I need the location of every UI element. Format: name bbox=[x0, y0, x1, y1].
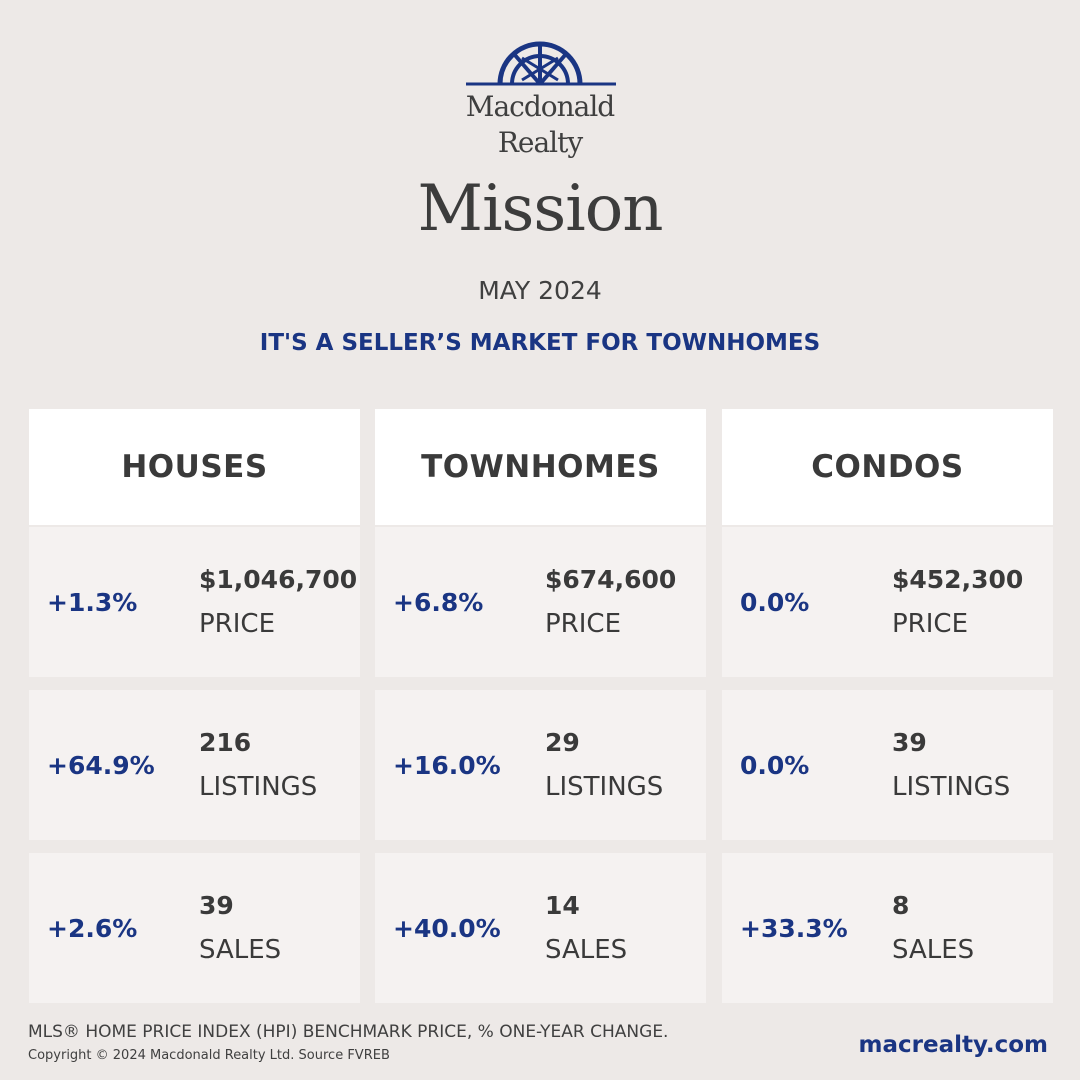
brand-name-line2: Realty bbox=[497, 126, 583, 159]
condos-header: CONDOS bbox=[722, 409, 1053, 525]
footer-note: MLS® HOME PRICE INDEX (HPI) BENCHMARK PRICE, % ONE-YEAR CHANGE. bbox=[28, 1022, 669, 1042]
condos-sales-card bbox=[722, 853, 1053, 1003]
change-percent: +6.8% bbox=[393, 587, 484, 617]
stat-value: $1,046,700 bbox=[199, 565, 358, 594]
townhomes-header: TOWNHOMES bbox=[375, 409, 706, 525]
houses-price-card bbox=[29, 527, 360, 677]
change-percent: +16.0% bbox=[393, 750, 501, 780]
stat-value: $674,600 bbox=[545, 565, 677, 594]
houses-column bbox=[29, 409, 360, 965]
sunrise-logo-icon bbox=[460, 40, 620, 90]
change-percent: +40.0% bbox=[393, 913, 501, 943]
stat-label: SALES bbox=[199, 935, 282, 965]
stat-label: PRICE bbox=[545, 609, 621, 639]
stat-label: PRICE bbox=[199, 609, 275, 639]
change-percent: +33.3% bbox=[740, 913, 848, 943]
condos-price-card bbox=[722, 527, 1053, 677]
houses-listings-card bbox=[29, 690, 360, 840]
brand-logo bbox=[460, 40, 620, 165]
website-link[interactable]: macrealty.com bbox=[858, 1032, 1048, 1058]
stat-label: PRICE bbox=[892, 609, 968, 639]
stat-label: LISTINGS bbox=[199, 772, 318, 802]
change-percent: +2.6% bbox=[47, 913, 138, 943]
stat-value: 39 bbox=[892, 728, 927, 757]
houses-header: HOUSES bbox=[29, 409, 360, 525]
stat-value: 39 bbox=[199, 891, 234, 920]
stat-label: SALES bbox=[545, 935, 628, 965]
townhomes-price-card bbox=[375, 527, 706, 677]
houses-sales-card bbox=[29, 853, 360, 1003]
townhomes-listings-card bbox=[375, 690, 706, 840]
stat-label: LISTINGS bbox=[892, 772, 1011, 802]
change-percent: +1.3% bbox=[47, 587, 138, 617]
stat-value: 29 bbox=[545, 728, 580, 757]
change-percent: 0.0% bbox=[740, 587, 810, 617]
condos-listings-card bbox=[722, 690, 1053, 840]
townhomes-sales-card bbox=[375, 853, 706, 1003]
townhomes-column bbox=[375, 409, 706, 965]
condos-column bbox=[722, 409, 1053, 965]
footer-copyright: Copyright © 2024 Macdonald Realty Ltd. Source FVREB bbox=[28, 1048, 390, 1063]
market-headline: IT'S A SELLER’S MARKET FOR TOWNHOMES bbox=[259, 330, 821, 356]
stat-value: $452,300 bbox=[892, 565, 1024, 594]
city-title: Mission bbox=[417, 172, 663, 246]
brand-name-line1: Macdonald bbox=[465, 90, 615, 123]
report-date: MAY 2024 bbox=[478, 276, 602, 305]
change-percent: +64.9% bbox=[47, 750, 155, 780]
stat-label: SALES bbox=[892, 935, 975, 965]
stat-value: 14 bbox=[545, 891, 580, 920]
stat-value: 8 bbox=[892, 891, 910, 920]
stat-label: LISTINGS bbox=[545, 772, 664, 802]
stat-value: 216 bbox=[199, 728, 252, 757]
change-percent: 0.0% bbox=[740, 750, 810, 780]
